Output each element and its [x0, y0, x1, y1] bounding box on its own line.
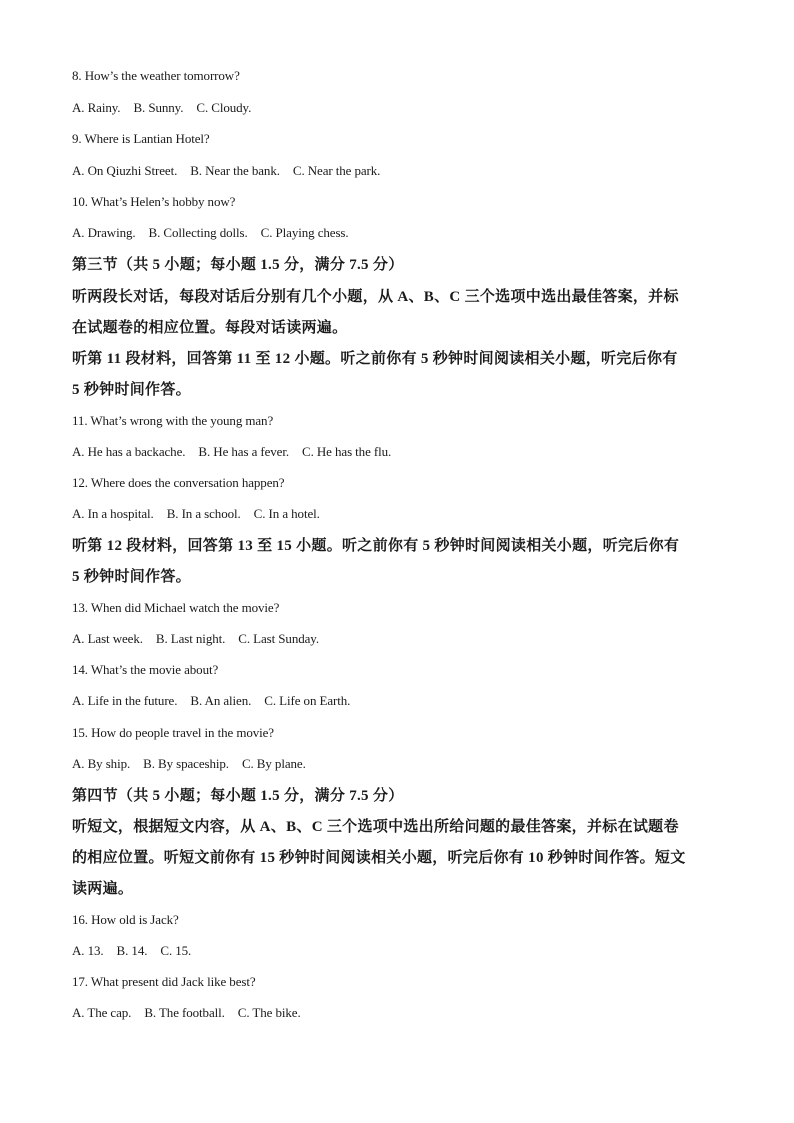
question-text: 11. What’s wrong with the young man? [72, 413, 274, 428]
answer-option: B. He has a fever. [198, 444, 290, 459]
answer-option: B. Sunny. [133, 100, 184, 115]
answer-option: B. 14. [116, 943, 148, 958]
answer-options [72, 163, 393, 179]
answer-option: C. The bike. [237, 1005, 301, 1020]
answer-option: C. He has the flu. [302, 444, 392, 459]
section-instruction: 的相应位置。听短文前你有 15 秒钟时间阅读相关小题，听完后你有 10 秒钟时间作答。短文 [72, 850, 686, 866]
question-text: 13. When did Michael watch the movie? [72, 600, 280, 615]
section-instruction: 在试题卷的相应位置。每段对话读两遍。 [72, 320, 348, 336]
answer-option: C. Last Sunday. [238, 631, 320, 646]
answer-option: B. Last night. [155, 631, 226, 646]
question-text: 12. Where does the conversation happen? [72, 475, 285, 490]
answer-option: A. The cap. [72, 1005, 132, 1020]
answer-option: C. By plane. [241, 756, 306, 771]
answer-option: A. 13. [72, 943, 104, 958]
answer-options [72, 100, 264, 116]
answer-options [72, 225, 362, 241]
answer-option: C. Near the park. [292, 163, 381, 178]
answer-option: B. Collecting dolls. [148, 225, 248, 240]
section-instruction: 听两段长对话，每段对话后分别有几个小题，从 A、B、C 三个选项中选出最佳答案，并标 [72, 289, 679, 305]
question-text: 15. How do people travel in the movie? [72, 725, 274, 740]
answer-option: B. By spaceship. [143, 756, 229, 771]
answer-option: A. Drawing. [72, 225, 136, 240]
answer-option: C. Playing chess. [260, 225, 349, 240]
section-instruction: 听短文，根据短文内容，从 A、B、C 三个选项中选出所给问题的最佳答案，并标在试题卷 [72, 819, 679, 835]
answer-option: B. The football. [144, 1005, 225, 1020]
section-instruction: 第四节（共 5 小题；每小题 1.5 分，满分 7.5 分） [72, 788, 404, 804]
answer-option: C. Cloudy. [196, 100, 252, 115]
answer-options [72, 693, 363, 709]
answer-option: A. He has a backache. [72, 444, 186, 459]
answer-option: A. By ship. [72, 756, 131, 771]
question-text: 8. How’s the weather tomorrow? [72, 68, 240, 83]
answer-options [72, 943, 204, 959]
answer-options [72, 756, 319, 772]
question-text: 16. How old is Jack? [72, 912, 179, 927]
answer-option: A. In a hospital. [72, 506, 154, 521]
section-instruction: 读两遍。 [72, 881, 134, 897]
section-instruction: 第三节（共 5 小题；每小题 1.5 分，满分 7.5 分） [72, 257, 404, 273]
question-text: 10. What’s Helen’s hobby now? [72, 194, 236, 209]
answer-option: B. In a school. [166, 506, 241, 521]
answer-option: A. Last week. [72, 631, 143, 646]
answer-option: C. In a hotel. [253, 506, 320, 521]
question-text: 17. What present did Jack like best? [72, 974, 256, 989]
answer-option: B. Near the bank. [190, 163, 280, 178]
answer-option: A. On Qiuzhi Street. [72, 163, 178, 178]
section-instruction: 听第 12 段材料，回答第 13 至 15 小题。听之前你有 5 秒钟时间阅读相关小题，听完后你有 [72, 538, 680, 554]
answer-option: C. Life on Earth. [264, 693, 351, 708]
answer-option: B. An alien. [190, 693, 252, 708]
answer-options [72, 506, 333, 522]
section-instruction: 5 秒钟时间作答。 [72, 382, 191, 398]
section-instruction: 5 秒钟时间作答。 [72, 569, 191, 585]
section-instruction: 听第 11 段材料，回答第 11 至 12 小题。听之前你有 5 秒钟时间阅读相关小题，听完后你有 [72, 351, 678, 367]
answer-option: A. Rainy. [72, 100, 121, 115]
answer-options [72, 444, 404, 460]
answer-option: C. 15. [160, 943, 192, 958]
answer-option: A. Life in the future. [72, 693, 178, 708]
question-text: 14. What’s the movie about? [72, 662, 219, 677]
answer-options [72, 631, 332, 647]
answer-options [72, 1005, 314, 1021]
question-text: 9. Where is Lantian Hotel? [72, 131, 210, 146]
